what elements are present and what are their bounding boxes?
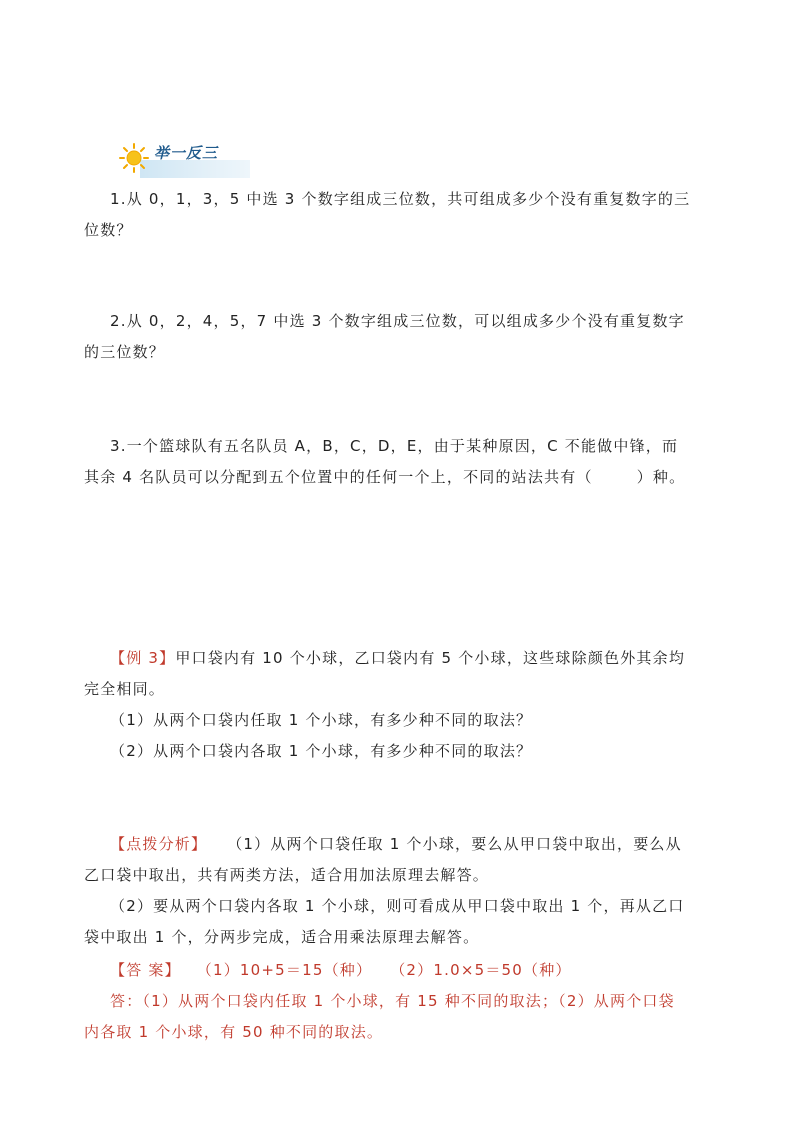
example-sub-1: （1）从两个口袋内任取 1 个小球，有多少种不同的取法？: [110, 711, 533, 729]
answer-formula-1: （1）10+5＝15（种）: [196, 961, 373, 979]
answer-formula-2: （2）1.0×5＝50（种）: [390, 961, 572, 979]
example-tag: 【例 3】: [110, 649, 176, 667]
question-1-line-1: 1.从 0，1，3，5 中选 3 个数字组成三位数，共可组成多少个没有重复数字的三: [110, 190, 691, 208]
question-1-line-2: 位数？: [84, 221, 133, 239]
answer: [84, 955, 720, 1048]
analysis-line-3: （2）要从两个口袋内各取 1 个小球，则可看成从甲口袋中取出 1 个，再从乙口: [110, 897, 685, 915]
answer-line-1: 答：（1）从两个口袋内任取 1 个小球，有 15 种不同的取法；（2）从两个口袋: [110, 992, 675, 1010]
example-line-1: 甲口袋内有 10 个小球，乙口袋内有 5 个小球，这些球除颜色外其余均: [175, 649, 686, 667]
example-3: [84, 643, 720, 767]
example-line-2: 完全相同。: [84, 680, 166, 698]
section-banner: [118, 140, 251, 180]
question-1: [84, 184, 720, 246]
analysis-line-2: 乙口袋中取出，共有两类方法，适合用加法原理去解答。: [84, 866, 490, 884]
analysis-line-4: 袋中取出 1 个，分两步完成，适合用乘法原理去解答。: [84, 928, 480, 946]
answer-line-2: 内各取 1 个小球，有 50 种不同的取法。: [84, 1023, 384, 1041]
question-3-line-1: 3.一个篮球队有五名队员 A，B，C，D，E，由于某种原因，C 不能做中锋，而: [110, 437, 679, 455]
question-3-line-2b: ）种。: [636, 468, 686, 486]
analysis-tag: 【点拨分析】: [110, 835, 208, 853]
question-2-line-1: 2.从 0，2，4，5，7 中选 3 个数字组成三位数，可以组成多少个没有重复数字: [110, 312, 685, 330]
answer-tag: 【答 案】: [110, 961, 181, 979]
question-2-line-2: 的三位数？: [84, 343, 166, 361]
analysis-line-1: （1）从两个口袋任取 1 个小球，要么从甲口袋中取出，要么从: [227, 835, 682, 853]
sun-icon: [118, 142, 150, 174]
question-3-line-2a: 其余 4 名队员可以分配到五个位置中的任何一个上，不同的站法共有（: [84, 468, 593, 486]
question-2: [84, 306, 720, 368]
example-sub-2: （2）从两个口袋内各取 1 个小球，有多少种不同的取法？: [110, 742, 533, 760]
banner-title: 举一反三: [154, 144, 219, 162]
analysis: [84, 829, 720, 953]
question-3: [84, 431, 720, 493]
